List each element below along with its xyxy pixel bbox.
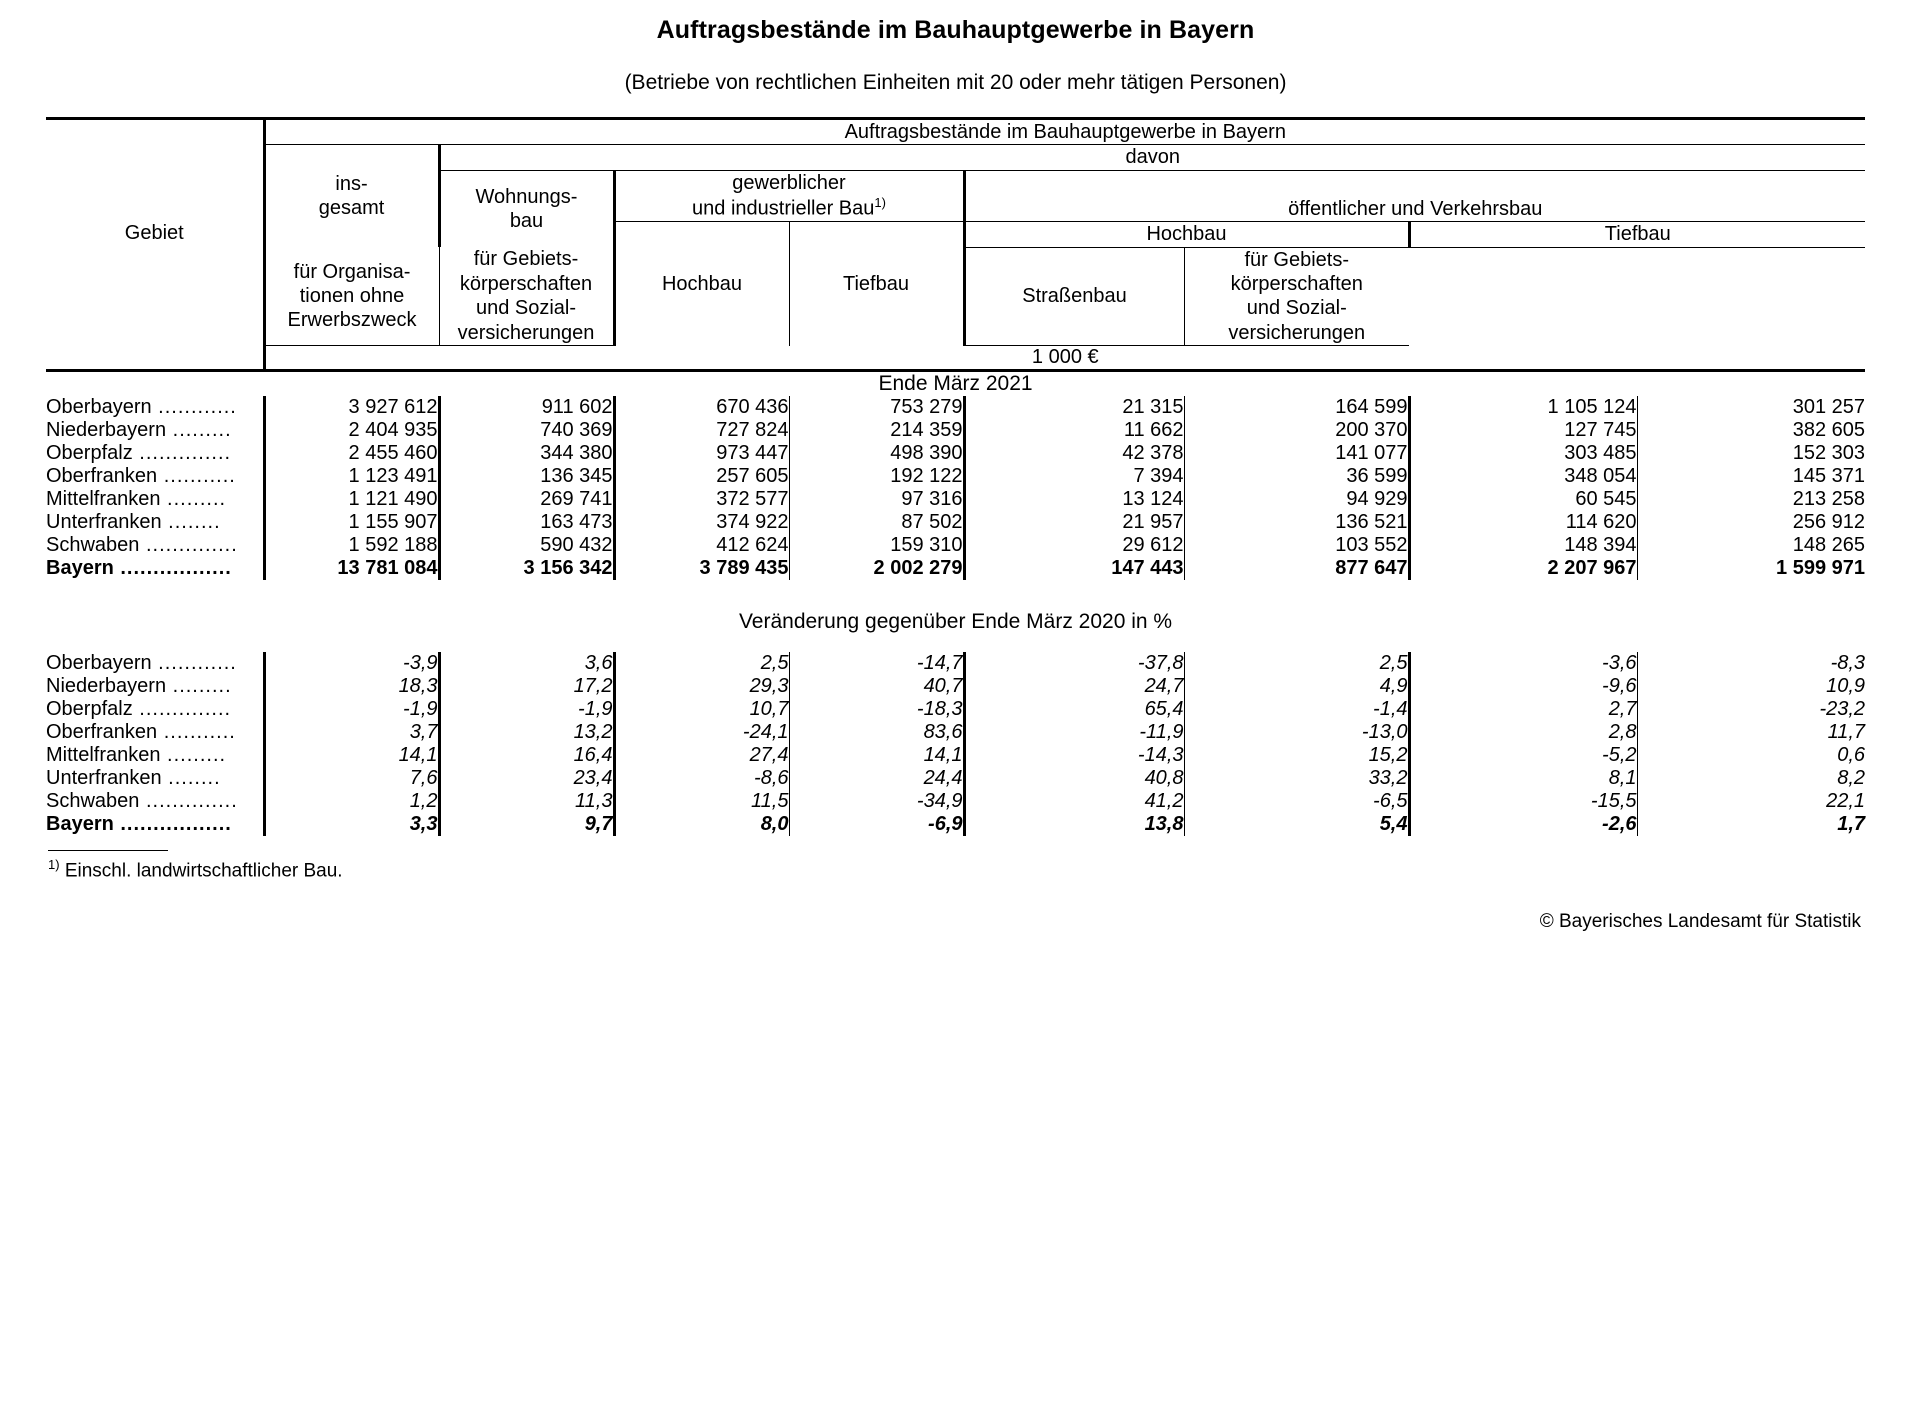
row-label-oberpfalz-pct: [46, 698, 264, 721]
leader-dots: .........: [160, 488, 227, 511]
region-name: Oberpfalz: [46, 442, 133, 465]
cell-gew-hochbau: 2,5: [614, 652, 789, 675]
cell-insgesamt: 1 121 490: [264, 488, 439, 511]
leader-dots: ........: [161, 511, 221, 534]
cell-strassenbau: 2 207 967: [1409, 557, 1637, 580]
cell-org-erwerbszweck: 13,8: [964, 813, 1184, 836]
cell-gew-tiefbau: 40,7: [789, 675, 964, 698]
region-name: Bayern: [46, 557, 114, 580]
cell-geb-tiefbau: 152 303: [1637, 442, 1865, 465]
cell-geb-hochbau: -13,0: [1184, 721, 1409, 744]
region-name: Schwaben: [46, 534, 140, 557]
cell-geb-tiefbau: 8,2: [1637, 767, 1865, 790]
header-wohnungsbau-line2: bau: [509, 209, 544, 232]
region-name: Niederbayern: [46, 419, 167, 442]
cell-wohnungsbau: 11,3: [439, 790, 614, 813]
cell-gew-hochbau: 372 577: [614, 488, 789, 511]
cell-gew-tiefbau: -14,7: [789, 652, 964, 675]
cell-geb-hochbau: 2,5: [1184, 652, 1409, 675]
leader-dots: ............: [151, 652, 237, 675]
header-insgesamt-line1: ins-: [335, 172, 368, 195]
cell-gew-hochbau: 11,5: [614, 790, 789, 813]
region-name: Oberpfalz: [46, 698, 133, 721]
cell-org-erwerbszweck: 13 124: [964, 488, 1184, 511]
page: [0, 16, 1911, 1419]
cell-insgesamt: -3,9: [264, 652, 439, 675]
cell-strassenbau: 1 105 124: [1409, 396, 1637, 419]
cell-wohnungsbau: 3,6: [439, 652, 614, 675]
cell-strassenbau: 60 545: [1409, 488, 1637, 511]
cell-gew-tiefbau: 14,1: [789, 744, 964, 767]
cell-org-erwerbszweck: 65,4: [964, 698, 1184, 721]
cell-org-erwerbszweck: 147 443: [964, 557, 1184, 580]
header-geb1-line4: versicherungen: [457, 321, 595, 344]
cell-strassenbau: 8,1: [1409, 767, 1637, 790]
leader-dots: ...........: [157, 465, 236, 488]
cell-geb-tiefbau: 213 258: [1637, 488, 1865, 511]
cell-geb-hochbau: 136 521: [1184, 511, 1409, 534]
footnote-marker: 1): [48, 857, 60, 873]
leader-dots: ............: [151, 396, 237, 419]
cell-insgesamt: 3,7: [264, 721, 439, 744]
cell-wohnungsbau: 590 432: [439, 534, 614, 557]
cell-strassenbau: 2,8: [1409, 721, 1637, 744]
header-row-2: [46, 145, 1865, 170]
copyright: © Bayerisches Landesamt für Statistik: [1539, 910, 1861, 932]
cell-insgesamt: 1,2: [264, 790, 439, 813]
header-row-1: [46, 119, 1865, 145]
cell-org-erwerbszweck: -11,9: [964, 721, 1184, 744]
table-row: [46, 419, 1865, 442]
header-davon: davon: [439, 145, 1865, 170]
region-name: Oberfranken: [46, 465, 158, 488]
cell-insgesamt: 3 927 612: [264, 396, 439, 419]
cell-insgesamt: 1 592 188: [264, 534, 439, 557]
table-row: [46, 675, 1865, 698]
table-row: [46, 442, 1865, 465]
cell-geb-tiefbau: 256 912: [1637, 511, 1865, 534]
cell-geb-tiefbau: 0,6: [1637, 744, 1865, 767]
cell-org-erwerbszweck: 21 957: [964, 511, 1184, 534]
cell-gew-tiefbau: 24,4: [789, 767, 964, 790]
cell-gew-tiefbau: 192 122: [789, 465, 964, 488]
cell-org-erwerbszweck: -14,3: [964, 744, 1184, 767]
cell-geb-hochbau: -1,4: [1184, 698, 1409, 721]
cell-gew-tiefbau: 498 390: [789, 442, 964, 465]
cell-wohnungsbau: 911 602: [439, 396, 614, 419]
row-label-mittelfranken: [46, 488, 264, 511]
header-geb1-line1: für Gebiets-: [473, 248, 579, 271]
section-heading-1: Ende März 2021: [878, 372, 1033, 396]
cell-wohnungsbau: 344 380: [439, 442, 614, 465]
header-gebiet: Gebiet: [46, 119, 264, 346]
cell-strassenbau: 303 485: [1409, 442, 1637, 465]
leader-dots: ..............: [139, 790, 238, 813]
cell-gew-hochbau: 8,0: [614, 813, 789, 836]
cell-wohnungsbau: 17,2: [439, 675, 614, 698]
cell-wohnungsbau: 269 741: [439, 488, 614, 511]
cell-insgesamt: 3,3: [264, 813, 439, 836]
leader-dots: ..............: [139, 534, 238, 557]
section-heading-row-2: [46, 580, 1865, 652]
cell-gew-hochbau: 727 824: [614, 419, 789, 442]
header-insgesamt: [264, 145, 439, 247]
table-row-total: [46, 813, 1865, 836]
cell-strassenbau: -3,6: [1409, 652, 1637, 675]
cell-strassenbau: 114 620: [1409, 511, 1637, 534]
cell-insgesamt: -1,9: [264, 698, 439, 721]
cell-insgesamt: 18,3: [264, 675, 439, 698]
cell-strassenbau: 348 054: [1409, 465, 1637, 488]
table-row-total: [46, 557, 1865, 580]
cell-org-erwerbszweck: 41,2: [964, 790, 1184, 813]
cell-org-erwerbszweck: 7 394: [964, 465, 1184, 488]
cell-geb-hochbau: 36 599: [1184, 465, 1409, 488]
cell-gew-tiefbau: 97 316: [789, 488, 964, 511]
cell-gew-hochbau: -8,6: [614, 767, 789, 790]
cell-wohnungsbau: 136 345: [439, 465, 614, 488]
page-title: Auftragsbestände im Bauhauptgewerbe in Bayern: [656, 16, 1255, 44]
region-name: Oberfranken: [46, 721, 158, 744]
cell-org-erwerbszweck: 24,7: [964, 675, 1184, 698]
cell-gew-tiefbau: 214 359: [789, 419, 964, 442]
cell-gew-tiefbau: 2 002 279: [789, 557, 964, 580]
cell-gew-tiefbau: -18,3: [789, 698, 964, 721]
header-gewerblicher-line1: gewerblicher: [732, 171, 846, 194]
row-label-unterfranken-pct: [46, 767, 264, 790]
row-label-oberbayern: [46, 396, 264, 419]
unit-spacer: [46, 346, 264, 371]
leader-dots: ..............: [132, 442, 232, 465]
leader-dots: ...........: [157, 721, 236, 744]
header-wohnungsbau-line1: Wohnungs-: [475, 185, 578, 208]
cell-wohnungsbau: 9,7: [439, 813, 614, 836]
cell-geb-hochbau: 141 077: [1184, 442, 1409, 465]
row-label-niederbayern: [46, 419, 264, 442]
header-org-line2: tionen ohne: [299, 284, 405, 307]
region-name: Unterfranken: [46, 511, 162, 534]
cell-gew-hochbau: 412 624: [614, 534, 789, 557]
cell-strassenbau: -5,2: [1409, 744, 1637, 767]
row-label-schwaben-pct: [46, 790, 264, 813]
leader-dots: ..............: [132, 698, 232, 721]
cell-gew-tiefbau: -34,9: [789, 790, 964, 813]
cell-geb-hochbau: 94 929: [1184, 488, 1409, 511]
cell-gew-hochbau: 27,4: [614, 744, 789, 767]
header-oeffentlich-hochbau: Hochbau: [964, 222, 1409, 247]
leader-dots: .................: [113, 813, 232, 836]
header-geb2-line1: für Gebiets-: [1244, 248, 1349, 271]
footnote-ref-1: 1): [874, 195, 886, 211]
cell-geb-tiefbau: 148 265: [1637, 534, 1865, 557]
header-oeffentlicher-verkehrsbau: öffentlicher und Verkehrsbau: [964, 170, 1865, 221]
region-name: Schwaben: [46, 790, 140, 813]
cell-gew-hochbau: 10,7: [614, 698, 789, 721]
region-name: Niederbayern: [46, 675, 167, 698]
cell-gew-tiefbau: 87 502: [789, 511, 964, 534]
header-org-line3: Erwerbszweck: [287, 309, 417, 332]
header-strassenbau: Straßenbau: [964, 247, 1184, 346]
data-table: [46, 117, 1865, 836]
cell-geb-tiefbau: 22,1: [1637, 790, 1865, 813]
cell-wohnungsbau: 16,4: [439, 744, 614, 767]
region-name: Mittelfranken: [46, 744, 161, 767]
header-oeffentlich-tiefbau: Tiefbau: [1409, 222, 1865, 247]
row-label-schwaben: [46, 534, 264, 557]
table-row: [46, 488, 1865, 511]
region-name: Oberbayern: [46, 652, 152, 675]
cell-insgesamt: 14,1: [264, 744, 439, 767]
page-subtitle: (Betriebe von rechtlichen Einheiten mit 20 oder mehr tätigen Personen): [624, 71, 1287, 94]
leader-dots: .........: [166, 675, 232, 698]
table-row: [46, 511, 1865, 534]
header-org-line1: für Organisa-: [293, 260, 411, 283]
cell-insgesamt: 13 781 084: [264, 557, 439, 580]
unit-label: 1 000 €: [264, 346, 1865, 371]
header-wohnungsbau: [439, 170, 614, 247]
cell-geb-hochbau: -6,5: [1184, 790, 1409, 813]
cell-geb-hochbau: 877 647: [1184, 557, 1409, 580]
cell-org-erwerbszweck: 21 315: [964, 396, 1184, 419]
cell-strassenbau: -2,6: [1409, 813, 1637, 836]
leader-dots: .........: [166, 419, 232, 442]
cell-geb-tiefbau: 1,7: [1637, 813, 1865, 836]
cell-gew-tiefbau: 753 279: [789, 396, 964, 419]
cell-geb-hochbau: 33,2: [1184, 767, 1409, 790]
cell-gew-tiefbau: -6,9: [789, 813, 964, 836]
cell-insgesamt: 2 455 460: [264, 442, 439, 465]
cell-strassenbau: 127 745: [1409, 419, 1637, 442]
table-row: [46, 465, 1865, 488]
header-gewerblich-tiefbau: Tiefbau: [789, 222, 964, 346]
cell-insgesamt: 1 155 907: [264, 511, 439, 534]
cell-insgesamt: 1 123 491: [264, 465, 439, 488]
cell-gew-hochbau: 374 922: [614, 511, 789, 534]
cell-geb-tiefbau: 301 257: [1637, 396, 1865, 419]
cell-strassenbau: 2,7: [1409, 698, 1637, 721]
cell-insgesamt: 7,6: [264, 767, 439, 790]
cell-gew-hochbau: -24,1: [614, 721, 789, 744]
cell-strassenbau: 148 394: [1409, 534, 1637, 557]
cell-geb-hochbau: 5,4: [1184, 813, 1409, 836]
header-organisationen-ohne-erwerbszweck: [264, 247, 439, 346]
row-label-oberbayern-pct: [46, 652, 264, 675]
cell-org-erwerbszweck: 42 378: [964, 442, 1184, 465]
cell-gew-hochbau: 973 447: [614, 442, 789, 465]
header-gewerblicher-line2: und industrieller Bau: [692, 197, 875, 220]
table-row: [46, 534, 1865, 557]
cell-wohnungsbau: 3 156 342: [439, 557, 614, 580]
cell-geb-hochbau: 15,2: [1184, 744, 1409, 767]
table-row: [46, 790, 1865, 813]
cell-wohnungsbau: 23,4: [439, 767, 614, 790]
cell-gew-hochbau: 257 605: [614, 465, 789, 488]
header-gewerblich-hochbau: Hochbau: [614, 222, 789, 346]
row-label-oberfranken: [46, 465, 264, 488]
cell-geb-tiefbau: 145 371: [1637, 465, 1865, 488]
cell-geb-hochbau: 103 552: [1184, 534, 1409, 557]
header-gebietskoerperschaften-hochbau: [439, 247, 614, 346]
cell-wohnungsbau: 163 473: [439, 511, 614, 534]
header-geb1-line3: und Sozial-: [475, 297, 577, 320]
cell-geb-tiefbau: 1 599 971: [1637, 557, 1865, 580]
row-label-mittelfranken-pct: [46, 744, 264, 767]
table-row: [46, 721, 1865, 744]
header-gebietskoerperschaften-tiefbau: [1184, 247, 1409, 346]
cell-geb-tiefbau: -8,3: [1637, 652, 1865, 675]
cell-org-erwerbszweck: 29 612: [964, 534, 1184, 557]
cell-insgesamt: 2 404 935: [264, 419, 439, 442]
leader-dots: ........: [161, 767, 221, 790]
header-geb2-line4: versicherungen: [1228, 321, 1366, 344]
table-row: [46, 698, 1865, 721]
row-label-oberfranken-pct: [46, 721, 264, 744]
cell-geb-hochbau: 164 599: [1184, 396, 1409, 419]
cell-wohnungsbau: 13,2: [439, 721, 614, 744]
cell-org-erwerbszweck: -37,8: [964, 652, 1184, 675]
section-heading-row-1: [46, 371, 1865, 397]
region-name: Mittelfranken: [46, 488, 161, 511]
footnote: [46, 850, 1865, 882]
header-geb2-line3: und Sozial-: [1246, 297, 1347, 320]
cell-gew-tiefbau: 159 310: [789, 534, 964, 557]
cell-wohnungsbau: 740 369: [439, 419, 614, 442]
cell-gew-tiefbau: 83,6: [789, 721, 964, 744]
footnote-text: Einschl. landwirtschaftlicher Bau.: [59, 860, 343, 882]
row-label-unterfranken: [46, 511, 264, 534]
cell-geb-hochbau: 200 370: [1184, 419, 1409, 442]
region-name: Bayern: [46, 813, 114, 836]
cell-org-erwerbszweck: 11 662: [964, 419, 1184, 442]
cell-geb-tiefbau: 11,7: [1637, 721, 1865, 744]
header-span-all: Auftragsbestände im Bauhauptgewerbe in Bayern: [264, 119, 1865, 145]
cell-strassenbau: -15,5: [1409, 790, 1637, 813]
cell-strassenbau: -9,6: [1409, 675, 1637, 698]
unit-row: [46, 346, 1865, 371]
header-gewerblicher-bau: [614, 170, 964, 221]
cell-gew-hochbau: 670 436: [614, 396, 789, 419]
row-label-niederbayern-pct: [46, 675, 264, 698]
cell-org-erwerbszweck: 40,8: [964, 767, 1184, 790]
row-label-bayern: [46, 557, 264, 580]
header-geb2-line2: körperschaften: [1230, 273, 1363, 295]
table-row: [46, 396, 1865, 419]
region-name: Unterfranken: [46, 767, 162, 790]
leader-dots: .........: [160, 744, 227, 767]
cell-gew-hochbau: 3 789 435: [614, 557, 789, 580]
table-row: [46, 744, 1865, 767]
region-name: Oberbayern: [46, 396, 152, 419]
cell-wohnungsbau: -1,9: [439, 698, 614, 721]
leader-dots: .................: [113, 557, 232, 580]
row-label-oberpfalz: [46, 442, 264, 465]
cell-geb-tiefbau: 10,9: [1637, 675, 1865, 698]
header-geb1-line2: körperschaften: [459, 272, 593, 295]
cell-geb-tiefbau: -23,2: [1637, 698, 1865, 721]
section-heading-2: Veränderung gegenüber Ende März 2020 in %: [738, 610, 1173, 634]
table-row: [46, 767, 1865, 790]
table-row: [46, 652, 1865, 675]
header-insgesamt-line2: gesamt: [318, 197, 385, 220]
cell-gew-hochbau: 29,3: [614, 675, 789, 698]
row-label-bayern-pct: [46, 813, 264, 836]
cell-geb-tiefbau: 382 605: [1637, 419, 1865, 442]
cell-geb-hochbau: 4,9: [1184, 675, 1409, 698]
footnote-rule: [48, 850, 168, 851]
